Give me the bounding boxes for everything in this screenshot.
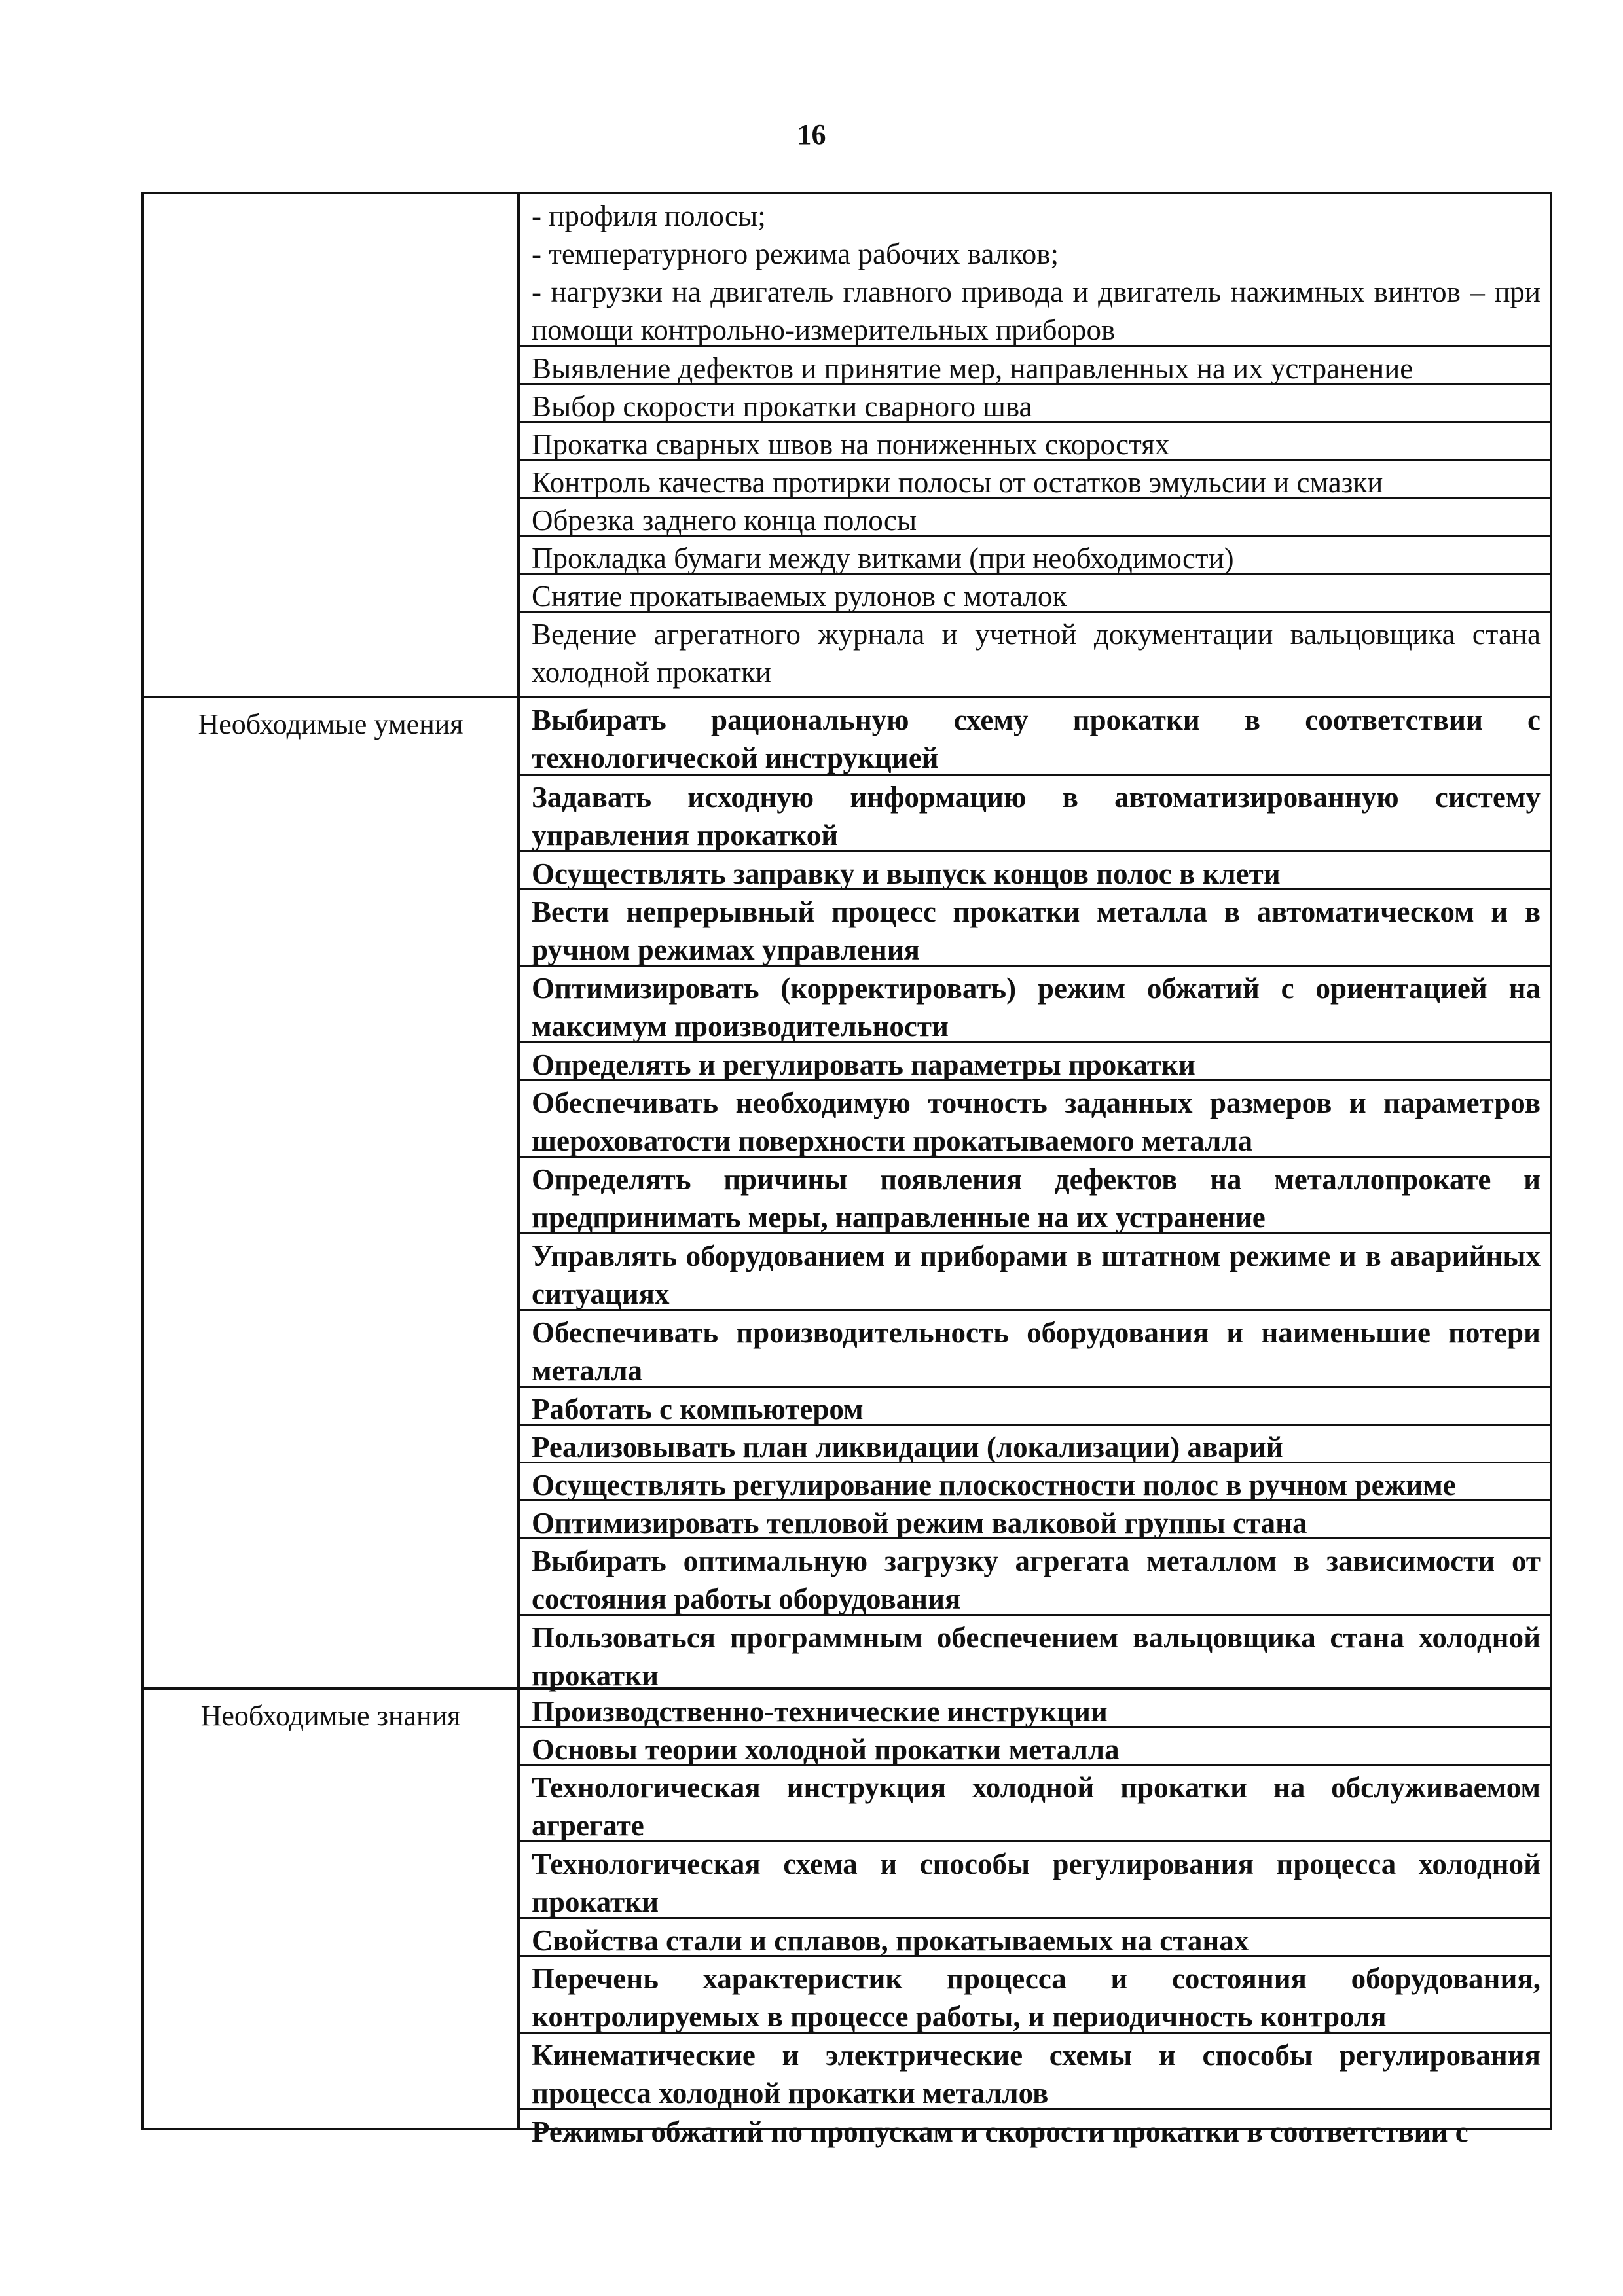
section-required-skills: [144, 696, 1550, 1692]
row-text: - профиля полосы; - температурного режима рабочих валков; - нагрузки на двигатель главного привода и двигатель нажимных винтов – при помощи контрольно-измерительных приборов: [532, 200, 1541, 346]
section-label: [144, 194, 517, 204]
table-row: Снятие прокатываемых рулонов с моталок: [520, 575, 1550, 613]
section-rows: [517, 698, 1550, 1692]
table-row: Технологическая схема и способы регулирования процесса холодной прокатки: [520, 1842, 1550, 1919]
table-row: Кинематические и электрические схемы и способы регулирования процесса холодной прокатки металлов: [520, 2034, 1550, 2110]
table-row: Выбирать оптимальную загрузку агрегата металлом в зависимости от состояния работы оборудования: [520, 1539, 1550, 1616]
table-row: Определять причины появления дефектов на металлопрокате и предпринимать меры, направленные на их устранение: [520, 1158, 1550, 1234]
table-row: Выбирать рациональную схему прокатки в соответствии с технологической инструкцией: [520, 698, 1550, 776]
section-label: Необходимые умения: [198, 708, 464, 740]
page-number: 16: [797, 118, 826, 151]
table-row: Основы теории холодной прокатки металла: [520, 1728, 1550, 1766]
table-row: Производственно-технические инструкции: [520, 1690, 1550, 1728]
table-row: Оптимизировать тепловой режим валковой группы стана: [520, 1501, 1550, 1539]
table-row: Осуществлять заправку и выпуск концов полос в клети: [520, 852, 1550, 890]
table-row: Задавать исходную информацию в автоматизированную систему управления прокаткой: [520, 776, 1550, 852]
section-labor-actions: [144, 194, 1550, 696]
table-row: Режимы обжатий по пропускам и скорости прокатки в соответствии с: [532, 2115, 1468, 2148]
table-row: Осуществлять регулирование плоскостности полос в ручном режиме: [520, 1463, 1550, 1501]
table-row: Выбор скорости прокатки сварного шва: [520, 385, 1550, 423]
table-row: Оптимизировать (корректировать) режим обжатий с ориентацией на максимум производительности: [520, 967, 1550, 1043]
table-row: Пользоваться программным обеспечением вальцовщика стана холодной прокатки: [532, 1621, 1541, 1692]
table-row: Контроль качества протирки полосы от остатков эмульсии и смазки: [520, 461, 1550, 499]
requirements-table: [141, 192, 1552, 2148]
table-row: Прокатка сварных швов на пониженных скоростях: [520, 423, 1550, 461]
table-row: Определять и регулировать параметры прокатки: [520, 1043, 1550, 1081]
table-row: [520, 194, 1550, 347]
table-row: Управлять оборудованием и приборами в штатном режиме и в аварийных ситуациях: [520, 1234, 1550, 1311]
table-row: Прокладка бумаги между витками (при необходимости): [520, 537, 1550, 575]
table-row: Свойства стали и сплавов, прокатываемых на станах: [520, 1919, 1550, 1957]
table-row: Обеспечивать необходимую точность заданных размеров и параметров шероховатости поверхности прокатываемого металла: [520, 1081, 1550, 1158]
section-required-knowledge: [144, 1687, 1550, 2148]
table-row: Вести непрерывный процесс прокатки металла в автоматическом и в ручном режимах управления: [520, 890, 1550, 967]
section-label: Необходимые знания: [200, 1700, 461, 1732]
table-row: Реализовывать план ликвидации (локализации) аварий: [520, 1426, 1550, 1463]
table-row: Обрезка заднего конца полосы: [520, 499, 1550, 537]
section-rows: [517, 1690, 1550, 2148]
table-row: Выявление дефектов и принятие мер, направленных на их устранение: [520, 347, 1550, 385]
table-row: Перечень характеристик процесса и состояния оборудования, контролируемых в процессе работы, и периодичность контроля: [520, 1957, 1550, 2034]
table-row: Работать с компьютером: [520, 1388, 1550, 1426]
table-row: Ведение агрегатного журнала и учетной документации вальцовщика стана холодной прокатки: [532, 618, 1541, 689]
table-row: Технологическая инструкция холодной прокатки на обслуживаемом агрегате: [520, 1766, 1550, 1842]
section-rows: [517, 194, 1550, 696]
table-row: Обеспечивать производительность оборудования и наименьшие потери металла: [520, 1311, 1550, 1388]
